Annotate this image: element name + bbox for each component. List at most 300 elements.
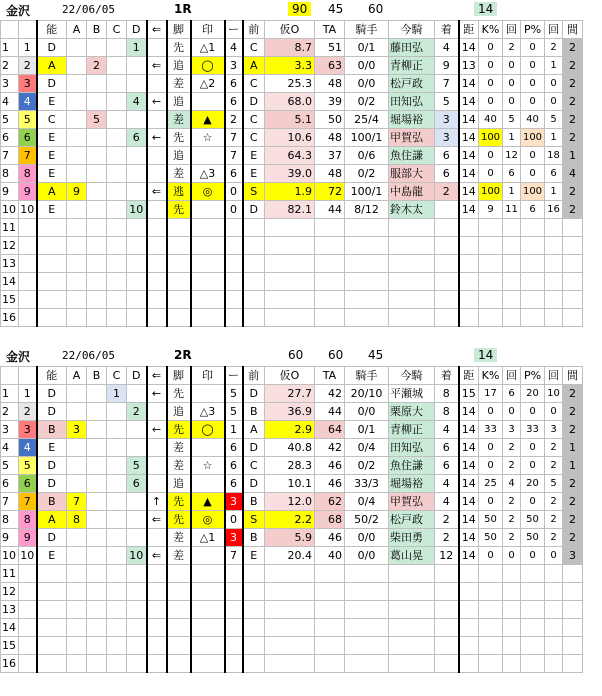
empty-cell — [315, 237, 345, 255]
cell-odds: 2.2 — [265, 511, 315, 529]
column-header: 回 — [545, 21, 563, 39]
row-number: 3 — [1, 421, 19, 439]
empty-cell — [389, 619, 435, 637]
cell-c — [107, 183, 127, 201]
empty-cell — [107, 565, 127, 583]
cell-style: 追 — [167, 403, 191, 421]
column-header: 脚 — [167, 367, 191, 385]
table-row[interactable] — [1, 39, 583, 57]
empty-cell — [147, 237, 167, 255]
empty-cell — [265, 637, 315, 655]
cell-m: 3 — [225, 529, 243, 547]
empty-cell — [563, 273, 583, 291]
empty-cell — [37, 619, 67, 637]
cell-a: 7 — [67, 493, 87, 511]
empty-cell — [87, 309, 107, 327]
empty-cell — [521, 655, 545, 673]
cell-c — [107, 57, 127, 75]
empty-cell — [315, 565, 345, 583]
cell-pos: D — [243, 475, 265, 493]
cell-m: 5 — [225, 403, 243, 421]
cell-a — [67, 475, 87, 493]
cell-ta: 42 — [315, 439, 345, 457]
cell-mark: ◎ — [191, 183, 225, 201]
cell-fin — [435, 201, 459, 219]
empty-cell — [67, 583, 87, 601]
table-row[interactable] — [1, 493, 583, 511]
empty-cell — [563, 601, 583, 619]
cell-bb — [87, 475, 107, 493]
empty-cell — [503, 601, 521, 619]
row-number: 11 — [1, 219, 19, 237]
table-row[interactable] — [1, 403, 583, 421]
column-header-row — [1, 21, 583, 39]
empty-cell — [107, 583, 127, 601]
cell-ta: 44 — [315, 403, 345, 421]
empty-cell — [389, 637, 435, 655]
header-value: 60 — [288, 348, 304, 362]
cell-jstat: 0/0 — [345, 57, 389, 75]
empty-cell — [315, 655, 345, 673]
empty-row — [1, 655, 583, 673]
empty-cell — [37, 255, 67, 273]
cell-pos: C — [243, 111, 265, 129]
empty-cell — [37, 237, 67, 255]
cell-jstat: 8/12 — [345, 201, 389, 219]
empty-cell — [147, 655, 167, 673]
cell-style: 追 — [167, 147, 191, 165]
empty-cell — [265, 601, 315, 619]
cell-ta: 48 — [315, 165, 345, 183]
empty-cell — [563, 565, 583, 583]
column-header: B — [87, 367, 107, 385]
table-row[interactable] — [1, 439, 583, 457]
empty-cell — [167, 309, 191, 327]
cell-bb: 5 — [87, 111, 107, 129]
empty-cell — [459, 601, 479, 619]
cell-bb — [87, 385, 107, 403]
empty-cell — [191, 583, 225, 601]
row-number: 16 — [1, 309, 19, 327]
row-number: 1 — [1, 385, 19, 403]
table-row[interactable] — [1, 201, 583, 219]
empty-row — [1, 237, 583, 255]
empty-cell — [87, 619, 107, 637]
cell-bb — [87, 421, 107, 439]
empty-cell — [521, 637, 545, 655]
row-number: 6 — [1, 475, 19, 493]
bracket-number: 6 — [19, 475, 37, 493]
empty-cell — [265, 219, 315, 237]
cell-p2: 2 — [545, 493, 563, 511]
empty-cell — [243, 255, 265, 273]
cell-jockey: 田知弘 — [389, 93, 435, 111]
cell-jstat: 0/2 — [345, 93, 389, 111]
cell-kp: 100 — [479, 129, 503, 147]
empty-cell — [345, 255, 389, 273]
cell-fin: 4 — [435, 421, 459, 439]
empty-cell — [147, 309, 167, 327]
cell-style: 追 — [167, 475, 191, 493]
row-number: 9 — [1, 183, 19, 201]
cell-jockey: 松戸政 — [389, 75, 435, 93]
cell-d — [127, 147, 147, 165]
empty-cell — [265, 237, 315, 255]
cell-a — [67, 457, 87, 475]
column-header: A — [67, 367, 87, 385]
cell-a — [67, 529, 87, 547]
cell-c — [107, 39, 127, 57]
bracket-number: 6 — [19, 129, 37, 147]
cell-odds: 39.0 — [265, 165, 315, 183]
empty-cell — [389, 655, 435, 673]
bracket-number: 8 — [19, 511, 37, 529]
cell-d: 10 — [127, 201, 147, 219]
cell-bb — [87, 201, 107, 219]
cell-m: 2 — [225, 111, 243, 129]
empty-cell — [19, 601, 37, 619]
cell-m: 7 — [225, 147, 243, 165]
cell-k2: 1 — [503, 183, 521, 201]
cell-mark — [191, 475, 225, 493]
cell-p2: 5 — [545, 475, 563, 493]
empty-cell — [147, 601, 167, 619]
header-value: 90 — [288, 2, 311, 16]
race-sheet-1r — [0, 0, 583, 327]
row-number: 12 — [1, 237, 19, 255]
empty-cell — [479, 619, 503, 637]
cell-style: 先 — [167, 511, 191, 529]
cell-mark: ◎ — [191, 511, 225, 529]
cell-kp: 50 — [479, 529, 503, 547]
empty-cell — [545, 219, 563, 237]
column-header: 今騎 — [389, 21, 435, 39]
empty-cell — [191, 637, 225, 655]
race-header — [0, 346, 583, 366]
empty-cell — [563, 219, 583, 237]
cell-c — [107, 165, 127, 183]
empty-cell — [521, 309, 545, 327]
empty-cell — [127, 619, 147, 637]
empty-cell — [127, 309, 147, 327]
empty-cell — [435, 309, 459, 327]
bracket-number: 4 — [19, 93, 37, 111]
date: 22/06/05 — [62, 349, 115, 362]
cell-d — [127, 111, 147, 129]
empty-cell — [243, 619, 265, 637]
cell-dist: 14 — [459, 39, 479, 57]
cell-style: 差 — [167, 547, 191, 565]
cell-pp: 0 — [521, 439, 545, 457]
empty-cell — [147, 565, 167, 583]
empty-cell — [503, 637, 521, 655]
cell-jstat: 0/0 — [345, 75, 389, 93]
empty-cell — [19, 565, 37, 583]
empty-cell — [389, 273, 435, 291]
table-row[interactable] — [1, 511, 583, 529]
cell-jockey: 松戸政 — [389, 511, 435, 529]
cell-no: D — [37, 529, 67, 547]
date: 22/06/05 — [62, 3, 115, 16]
cell-fin: 7 — [435, 75, 459, 93]
cell-bb — [87, 493, 107, 511]
empty-cell — [265, 619, 315, 637]
cell-gap: 1 — [563, 147, 583, 165]
cell-jstat: 0/4 — [345, 439, 389, 457]
cell-dist: 14 — [459, 493, 479, 511]
row-number: 8 — [1, 511, 19, 529]
cell-p2: 1 — [545, 129, 563, 147]
cell-pos: B — [243, 493, 265, 511]
empty-cell — [521, 583, 545, 601]
cell-k2: 2 — [503, 457, 521, 475]
cell-m: 5 — [225, 385, 243, 403]
empty-cell — [225, 637, 243, 655]
cell-gap: 2 — [563, 201, 583, 219]
empty-cell — [37, 219, 67, 237]
empty-cell — [389, 237, 435, 255]
cell-arr: ↑ — [147, 493, 167, 511]
cell-a — [67, 439, 87, 457]
cell-gap: 3 — [563, 547, 583, 565]
table-row[interactable] — [1, 457, 583, 475]
cell-a — [67, 57, 87, 75]
row-number: 14 — [1, 619, 19, 637]
cell-dist: 14 — [459, 201, 479, 219]
empty-cell — [265, 309, 315, 327]
empty-cell — [67, 655, 87, 673]
cell-arr: ⇐ — [147, 57, 167, 75]
row-number: 9 — [1, 529, 19, 547]
cell-fin: 3 — [435, 111, 459, 129]
cell-c — [107, 93, 127, 111]
column-header: ー — [225, 21, 243, 39]
table-row[interactable] — [1, 111, 583, 129]
empty-cell — [545, 255, 563, 273]
cell-jstat: 0/0 — [345, 529, 389, 547]
column-header — [1, 367, 19, 385]
cell-gap: 2 — [563, 75, 583, 93]
empty-cell — [191, 255, 225, 273]
table-row[interactable] — [1, 385, 583, 403]
empty-cell — [479, 565, 503, 583]
cell-style: 追 — [167, 93, 191, 111]
column-header: 回 — [503, 21, 521, 39]
cell-odds: 20.4 — [265, 547, 315, 565]
cell-jstat: 0/1 — [345, 39, 389, 57]
column-header: 距 — [459, 21, 479, 39]
empty-cell — [147, 619, 167, 637]
cell-pos: C — [243, 75, 265, 93]
race-number: 2R — [174, 348, 192, 362]
empty-cell — [345, 655, 389, 673]
cell-a — [67, 147, 87, 165]
empty-cell — [435, 637, 459, 655]
empty-cell — [243, 655, 265, 673]
cell-jstat: 0/2 — [345, 165, 389, 183]
cell-fin: 8 — [435, 403, 459, 421]
empty-cell — [563, 637, 583, 655]
empty-cell — [147, 291, 167, 309]
cell-m: 6 — [225, 475, 243, 493]
cell-fin: 6 — [435, 165, 459, 183]
empty-cell — [521, 601, 545, 619]
cell-arr: ← — [147, 421, 167, 439]
empty-cell — [37, 291, 67, 309]
cell-c — [107, 493, 127, 511]
cell-no: E — [37, 439, 67, 457]
empty-cell — [345, 291, 389, 309]
empty-cell — [389, 291, 435, 309]
empty-cell — [435, 291, 459, 309]
cell-a — [67, 403, 87, 421]
cell-no: A — [37, 183, 67, 201]
cell-gap: 2 — [563, 93, 583, 111]
empty-cell — [67, 565, 87, 583]
empty-cell — [435, 601, 459, 619]
column-header: 騎手 — [345, 21, 389, 39]
bracket-number: 7 — [19, 147, 37, 165]
table-row[interactable] — [1, 75, 583, 93]
empty-cell — [459, 619, 479, 637]
cell-mark: △1 — [191, 529, 225, 547]
header-distance: 14 — [474, 2, 497, 16]
cell-pp: 0 — [521, 457, 545, 475]
cell-dist: 14 — [459, 111, 479, 129]
empty-cell — [389, 565, 435, 583]
empty-cell — [459, 655, 479, 673]
cell-c — [107, 403, 127, 421]
empty-cell — [87, 291, 107, 309]
bracket-number: 2 — [19, 403, 37, 421]
table-row[interactable] — [1, 547, 583, 565]
cell-dist: 13 — [459, 57, 479, 75]
cell-dist: 14 — [459, 421, 479, 439]
cell-kp: 0 — [479, 457, 503, 475]
row-number: 2 — [1, 57, 19, 75]
cell-c — [107, 201, 127, 219]
cell-m: 6 — [225, 165, 243, 183]
bracket-number: 1 — [19, 385, 37, 403]
empty-row — [1, 309, 583, 327]
empty-cell — [521, 565, 545, 583]
cell-d — [127, 57, 147, 75]
cell-jockey: 魚住謙 — [389, 457, 435, 475]
table-row[interactable] — [1, 57, 583, 75]
cell-dist: 15 — [459, 385, 479, 403]
cell-k2: 4 — [503, 475, 521, 493]
empty-cell — [521, 619, 545, 637]
cell-pos: C — [243, 129, 265, 147]
empty-cell — [67, 219, 87, 237]
cell-jockey: 堀場裕 — [389, 475, 435, 493]
cell-jstat: 0/2 — [345, 457, 389, 475]
cell-k2: 12 — [503, 147, 521, 165]
empty-row — [1, 637, 583, 655]
column-header: 回 — [545, 367, 563, 385]
table-row[interactable] — [1, 183, 583, 201]
empty-row — [1, 219, 583, 237]
cell-pos: D — [243, 93, 265, 111]
bracket-number: 10 — [19, 201, 37, 219]
cell-d — [127, 183, 147, 201]
empty-cell — [167, 583, 191, 601]
column-header: ⇐ — [147, 21, 167, 39]
cell-no: B — [37, 421, 67, 439]
empty-cell — [435, 255, 459, 273]
cell-c — [107, 511, 127, 529]
table-row[interactable] — [1, 93, 583, 111]
bracket-number: 2 — [19, 57, 37, 75]
cell-k2: 5 — [503, 111, 521, 129]
table-row[interactable] — [1, 165, 583, 183]
cell-kp: 0 — [479, 547, 503, 565]
cell-p2: 2 — [545, 457, 563, 475]
cell-jockey: 中島龍 — [389, 183, 435, 201]
cell-gap: 2 — [563, 39, 583, 57]
empty-cell — [479, 255, 503, 273]
cell-p2: 0 — [545, 547, 563, 565]
empty-cell — [127, 655, 147, 673]
cell-pos: A — [243, 57, 265, 75]
empty-cell — [225, 291, 243, 309]
table-row[interactable] — [1, 147, 583, 165]
column-header: K% — [479, 21, 503, 39]
cell-kp: 0 — [479, 493, 503, 511]
cell-bb — [87, 439, 107, 457]
cell-mark: ☆ — [191, 457, 225, 475]
column-header: C — [107, 367, 127, 385]
cell-fin: 6 — [435, 457, 459, 475]
cell-kp: 0 — [479, 93, 503, 111]
row-number: 13 — [1, 255, 19, 273]
row-number: 4 — [1, 439, 19, 457]
cell-pp: 100 — [521, 183, 545, 201]
column-header: D — [127, 367, 147, 385]
column-header: 今騎 — [389, 367, 435, 385]
empty-cell — [479, 219, 503, 237]
table-row[interactable] — [1, 475, 583, 493]
row-number: 15 — [1, 291, 19, 309]
cell-m: 6 — [225, 93, 243, 111]
empty-cell — [503, 583, 521, 601]
cell-odds: 25.3 — [265, 75, 315, 93]
table-row[interactable] — [1, 129, 583, 147]
cell-gap: 1 — [563, 457, 583, 475]
empty-cell — [435, 237, 459, 255]
cell-jockey: 服部大 — [389, 165, 435, 183]
cell-arr: ⇐ — [147, 183, 167, 201]
cell-arr: ← — [147, 385, 167, 403]
empty-cell — [191, 565, 225, 583]
bracket-number: 3 — [19, 421, 37, 439]
table-row[interactable] — [1, 529, 583, 547]
empty-cell — [225, 619, 243, 637]
empty-cell — [545, 237, 563, 255]
table-row[interactable] — [1, 421, 583, 439]
cell-fin: 8 — [435, 385, 459, 403]
empty-cell — [479, 291, 503, 309]
empty-cell — [167, 291, 191, 309]
column-header: 着 — [435, 21, 459, 39]
column-header: A — [67, 21, 87, 39]
empty-cell — [545, 619, 563, 637]
cell-style: 先 — [167, 129, 191, 147]
bracket-number: 7 — [19, 493, 37, 511]
empty-cell — [435, 219, 459, 237]
empty-cell — [147, 637, 167, 655]
cell-arr: ⇐ — [147, 511, 167, 529]
